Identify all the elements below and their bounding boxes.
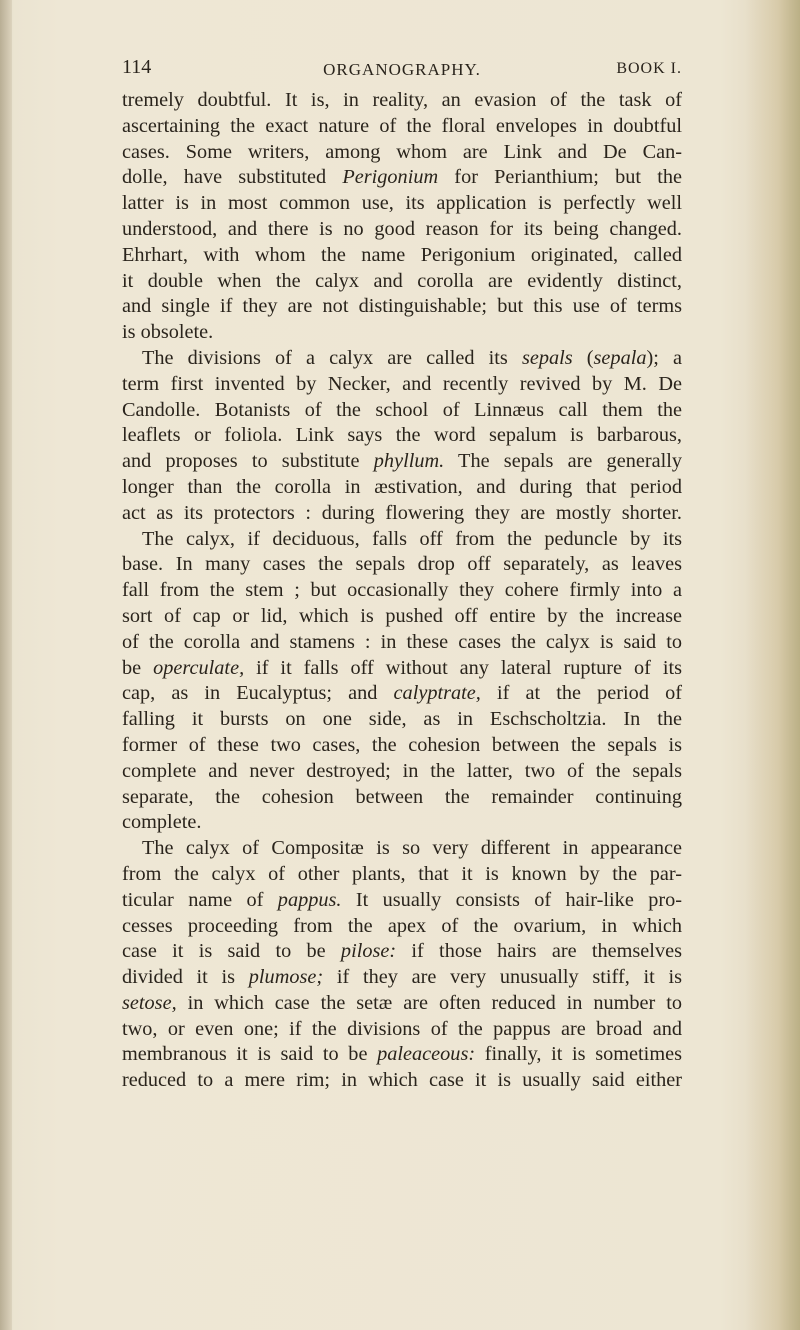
text-line bbox=[122, 991, 682, 1017]
text-segment: It usually consists of hair-like pro- bbox=[341, 888, 682, 911]
text-line bbox=[122, 914, 682, 940]
text-line bbox=[122, 372, 682, 398]
text-line bbox=[122, 965, 682, 991]
italic-term: paleaceous: bbox=[377, 1043, 476, 1066]
text-segment: is obsolete. bbox=[122, 321, 214, 344]
page-gutter bbox=[0, 0, 12, 1330]
text-line bbox=[122, 294, 682, 320]
text-segment: divided it is bbox=[122, 966, 249, 989]
italic-term: sepals bbox=[521, 346, 573, 369]
text-segment: if those hairs are themselves bbox=[396, 940, 682, 963]
text-line bbox=[122, 604, 682, 630]
text-segment: complete. bbox=[122, 811, 202, 834]
text-segment: it double when the calyx and corolla are evidently distinct, bbox=[122, 269, 682, 292]
text-segment: former of these two cases, the cohesion between the sepals is bbox=[122, 733, 682, 756]
italic-term: plumose; bbox=[248, 966, 324, 989]
text-line bbox=[122, 1017, 682, 1043]
text-line bbox=[122, 501, 682, 527]
text-segment: act as its protectors : during flowering they are mostly shorter. bbox=[122, 501, 682, 524]
text-line bbox=[122, 88, 682, 114]
text-segment: The sepals are generally bbox=[444, 450, 682, 473]
text-line bbox=[122, 475, 682, 501]
text-line bbox=[122, 398, 682, 424]
text-segment: base. In many cases the sepals drop off separately, as leaves bbox=[122, 553, 682, 576]
text-segment: in which case the setæ are often reduced in number to bbox=[176, 991, 682, 1014]
text-line bbox=[122, 217, 682, 243]
text-line bbox=[122, 165, 682, 191]
text-segment: ascertaining the exact nature of the floral envelopes in doubtful bbox=[122, 114, 682, 137]
text-line bbox=[122, 888, 682, 914]
text-segment: dolle, have substituted bbox=[122, 166, 343, 189]
text-segment: of the corolla and stamens : in these cases the calyx is said to bbox=[122, 630, 682, 653]
page-number: 114 bbox=[122, 56, 152, 78]
text-segment: if it falls off without any lateral rupture of its bbox=[244, 656, 682, 679]
text-line bbox=[122, 346, 682, 372]
text-segment: cesses proceeding from the apex of the ovarium, in which bbox=[122, 914, 682, 937]
text-segment: The divisions of a calyx are called its bbox=[142, 346, 522, 369]
text-line bbox=[122, 320, 682, 346]
italic-term: calyptrate, bbox=[393, 682, 481, 705]
text-segment: reduced to a mere rim; in which case it is usually said either bbox=[122, 1069, 682, 1092]
text-line bbox=[122, 191, 682, 217]
text-line bbox=[122, 527, 682, 553]
text-line bbox=[122, 1068, 682, 1094]
text-segment: complete and never destroyed; in the latter, two of the sepals bbox=[122, 759, 682, 782]
text-line bbox=[122, 939, 682, 965]
text-segment: be bbox=[122, 656, 154, 679]
text-segment: The calyx of Compositæ is so very different in appearance bbox=[142, 837, 682, 860]
text-segment: tremely doubtful. It is, in reality, an evasion of the task of bbox=[122, 89, 682, 111]
text-line bbox=[122, 630, 682, 656]
text-line bbox=[122, 552, 682, 578]
text-segment: and proposes to substitute bbox=[122, 450, 374, 473]
text-line bbox=[122, 114, 682, 140]
text-segment: sort of cap or lid, which is pushed off entire by the increase bbox=[122, 604, 682, 627]
text-line bbox=[122, 707, 682, 733]
text-line bbox=[122, 243, 682, 269]
text-segment: understood, and there is no good reason for its being changed. bbox=[122, 217, 682, 240]
text-line bbox=[122, 140, 682, 166]
text-line bbox=[122, 578, 682, 604]
text-segment: leaflets or foliola. Link says the word sepalum is barbarous, bbox=[122, 424, 682, 447]
text-segment: ticular name of bbox=[122, 888, 278, 911]
text-line bbox=[122, 656, 682, 682]
text-segment: falling it bursts on one side, as in Eschscholtzia. In the bbox=[122, 708, 682, 731]
text-line bbox=[122, 269, 682, 295]
running-title: ORGANOGRAPHY. bbox=[323, 60, 481, 79]
text-line bbox=[122, 449, 682, 475]
text-segment: cap, as in Eucalyptus; and bbox=[122, 682, 394, 705]
text-segment: case it is said to be bbox=[122, 940, 341, 963]
text-line bbox=[122, 810, 682, 836]
text-line bbox=[122, 423, 682, 449]
text-segment: if they are very unusually stiff, it is bbox=[323, 966, 683, 989]
text-segment: ( bbox=[572, 346, 594, 369]
text-segment: membranous it is said to be bbox=[122, 1043, 378, 1066]
text-segment: separate, the cohesion between the remainder continuing bbox=[122, 785, 682, 808]
text-segment: fall from the stem ; but occasionally they cohere firmly into a bbox=[122, 579, 682, 602]
italic-term: operculate, bbox=[153, 656, 245, 679]
text-segment: two, or even one; if the divisions of the pappus are broad and bbox=[122, 1017, 682, 1040]
text-segment: finally, it is sometimes bbox=[475, 1043, 682, 1066]
text-segment: from the calyx of other plants, that it is known by the par- bbox=[122, 862, 682, 885]
text-segment: latter is in most common use, its application is perfectly well bbox=[122, 192, 682, 215]
text-segment: ); a bbox=[646, 346, 682, 369]
body-text bbox=[122, 88, 682, 1094]
text-segment: Candolle. Botanists of the school of Linnæus call them the bbox=[122, 398, 682, 421]
text-segment: and single if they are not distinguishable; but this use of terms bbox=[122, 295, 682, 318]
text-segment: cases. Some writers, among whom are Link and De Can- bbox=[122, 140, 682, 163]
text-segment: if at the period of bbox=[480, 682, 682, 705]
page-edge-stain bbox=[745, 0, 800, 1330]
italic-term: pappus. bbox=[277, 888, 342, 911]
text-segment: for Perianthium; but the bbox=[438, 166, 682, 189]
text-segment: longer than the corolla in æstivation, and during that period bbox=[122, 475, 682, 498]
text-line bbox=[122, 681, 682, 707]
italic-term: pilose: bbox=[340, 940, 397, 963]
italic-term: Perigonium bbox=[342, 166, 439, 189]
text-segment: term first invented by Necker, and recently revived by M. De bbox=[122, 372, 682, 395]
text-line bbox=[122, 836, 682, 862]
text-segment: Ehrhart, with whom the name Perigonium originated, called bbox=[122, 243, 682, 266]
italic-term: setose, bbox=[122, 991, 177, 1014]
text-line bbox=[122, 862, 682, 888]
book-label: BOOK I. bbox=[616, 60, 682, 77]
text-line bbox=[122, 785, 682, 811]
text-segment: The calyx, if deciduous, falls off from the peduncle by its bbox=[142, 527, 682, 550]
text-line bbox=[122, 733, 682, 759]
text-line bbox=[122, 1042, 682, 1068]
italic-term: sepala bbox=[593, 346, 647, 369]
text-line bbox=[122, 759, 682, 785]
italic-term: phyllum. bbox=[373, 450, 445, 473]
page-header bbox=[122, 56, 682, 86]
